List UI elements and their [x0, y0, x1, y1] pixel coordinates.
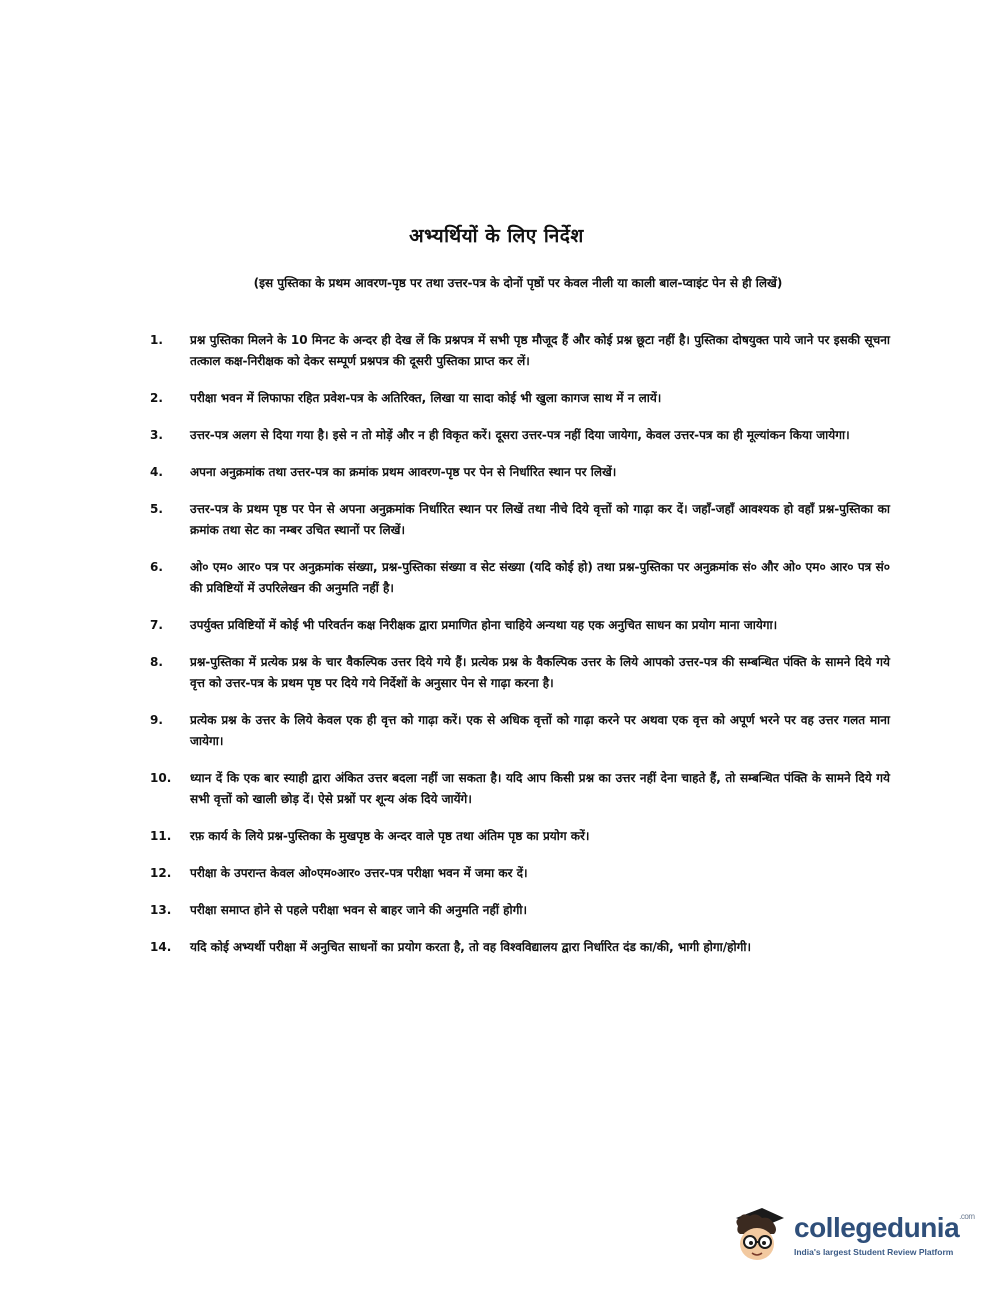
instruction-text: परीक्षा भवन में लिफाफा रहित प्रवेश-पत्र के अतिरिक्त, लिखा या सादा कोई भी खुला कागज साथ में न लायें।: [190, 391, 662, 405]
collegedunia-logo[interactable]: [728, 1200, 975, 1266]
instruction-item: [150, 768, 890, 810]
instruction-number: 3.: [150, 428, 163, 442]
instruction-text: अपना अनुक्रमांक तथा उत्तर-पत्र का क्रमांक प्रथम आवरण-पृष्ठ पर पेन से निर्धारित स्थान पर लिखें।: [190, 465, 617, 479]
instruction-item: [150, 615, 890, 636]
instruction-item: [150, 499, 890, 541]
instruction-text: प्रत्येक प्रश्न के उत्तर के लिये केवल एक ही वृत्त को गाढ़ा करें। एक से अधिक वृत्तों को गाढ़ा करने पर अथवा एक वृत्त को अपूर्ण भरने पर वह उत्तर गलत माना जायेगा।: [190, 713, 890, 748]
instruction-item: [150, 826, 890, 847]
instruction-text: ओ० एम० आर० पत्र पर अनुक्रमांक संख्या, प्रश्न-पुस्तिका संख्या व सेट संख्या (यदि कोई हो) तथा प्रश्न-पुस्तिका पर अनुक्रमांक सं० और ओ० एम० आर० पत्र सं० की प्रविष्टियों में उपरिलेखन की अनुमति नहीं है।: [190, 560, 890, 595]
instruction-number: 5.: [150, 502, 163, 516]
instruction-number: 12.: [150, 866, 172, 880]
instruction-number: 6.: [150, 560, 163, 574]
instruction-number: 14.: [150, 940, 172, 954]
instruction-number: 8.: [150, 655, 163, 669]
instruction-text: उत्तर-पत्र अलग से दिया गया है। इसे न तो मोड़ें और न ही विकृत करें। दूसरा उत्तर-पत्र नहीं दिया जायेगा, केवल उत्तर-पत्र का ही मूल्यांकन किया जायेगा।: [190, 428, 850, 442]
instruction-number: 11.: [150, 829, 172, 843]
instruction-item: [150, 462, 890, 483]
instruction-text: रफ़ कार्य के लिये प्रश्न-पुस्तिका के मुखपृष्ठ के अन्दर वाले पृष्ठ तथा अंतिम पृष्ठ का प्रयोग करें।: [190, 829, 590, 843]
instruction-number: 4.: [150, 465, 163, 479]
instruction-item: [150, 937, 890, 958]
instruction-number: 2.: [150, 391, 163, 405]
instruction-number: 9.: [150, 713, 163, 727]
logo-brand-text: collegedunia: [794, 1212, 960, 1243]
instruction-item: [150, 710, 890, 752]
instruction-text: यदि कोई अभ्यर्थी परीक्षा में अनुचित साधनों का प्रयोग करता है, तो वह विश्वविद्यालय द्वारा निर्धारित दंड का/की, भागी होगा/होगी।: [190, 940, 752, 954]
instruction-number: 1.: [150, 333, 163, 347]
instruction-number: 13.: [150, 903, 172, 917]
instruction-text: परीक्षा समाप्त होने से पहले परीक्षा भवन से बाहर जाने की अनुमति नहीं होगी।: [190, 903, 528, 917]
page-subtitle: (इस पुस्तिका के प्रथम आवरण-पृष्ठ पर तथा उत्तर-पत्र के दोनों पृष्ठों पर केवल नीली या काली बाल-प्वाइंट पेन से ही लिखें): [253, 276, 783, 290]
instruction-text: ध्यान दें कि एक बार स्याही द्वारा अंकित उत्तर बदला नहीं जा सकता है। यदि आप किसी प्रश्न का उत्तर नहीं देना चाहते हैं, तो सम्बन्धित पंक्ति के सामने दिये गये सभी वृत्तों को खाली छोड़ दें। ऐसे प्रश्नों पर शून्य अंक दिये जायेंगे।: [190, 771, 890, 806]
instruction-text: प्रश्न-पुस्तिका में प्रत्येक प्रश्न के चार वैकल्पिक उत्तर दिये गये हैं। प्रत्येक प्रश्न के वैकल्पिक उत्तर के लिये आपको उत्तर-पत्र की सम्बन्धित पंक्ति के सामने दिये गये वृत्त को उत्तर-पत्र के प्रथम पृष्ठ पर दिये गये निर्देशों के अनुसार पेन से गाढ़ा करना है।: [190, 655, 890, 690]
instruction-item: [150, 557, 890, 599]
instruction-text: उत्तर-पत्र के प्रथम पृष्ठ पर पेन से अपना अनुक्रमांक निर्धारित स्थान पर लिखें तथा नीचे दिये वृत्तों को गाढ़ा कर दें। जहाँ-जहाँ आवश्यक हो वहाँ प्रश्न-पुस्तिका का क्रमांक तथा सेट का नम्बर उचित स्थानों पर लिखें।: [190, 502, 890, 537]
instruction-text: परीक्षा के उपरान्त केवल ओ०एम०आर० उत्तर-पत्र परीक्षा भवन में जमा कर दें।: [190, 866, 528, 880]
instruction-number: 7.: [150, 618, 163, 632]
instruction-item: [150, 652, 890, 694]
logo-suffix: .com: [959, 1212, 975, 1221]
instruction-item: [150, 388, 890, 409]
page-title: अभ्यर्थियों के लिए निर्देश: [409, 225, 584, 247]
instructions-list: [150, 330, 890, 974]
instruction-number: 10.: [150, 771, 172, 785]
instruction-item: [150, 863, 890, 884]
instruction-text: प्रश्न पुस्तिका मिलने के 10 मिनट के अन्दर ही देख लें कि प्रश्नपत्र में सभी पृष्ठ मौजूद हैं और कोई प्रश्न छूटा नहीं है। पुस्तिका दोषयुक्त पाये जाने पर इसकी सूचना तत्काल कक्ष-निरीक्षक को देकर सम्पूर्ण प्रश्नपत्र की दूसरी पुस्तिका प्राप्त कर लें।: [190, 333, 890, 368]
logo-tagline: India's largest Student Review Platform: [794, 1247, 954, 1257]
logo-name: [794, 1212, 975, 1244]
instruction-text: उपर्युक्त प्रविष्टियों में कोई भी परिवर्तन कक्ष निरीक्षक द्वारा प्रमाणित होना चाहिये अन्यथा यह एक अनुचित साधन का प्रयोग माना जायेगा।: [190, 618, 778, 632]
mascot-icon: [728, 1200, 788, 1266]
instruction-item: [150, 330, 890, 372]
instruction-item: [150, 900, 890, 921]
instruction-item: [150, 425, 890, 446]
